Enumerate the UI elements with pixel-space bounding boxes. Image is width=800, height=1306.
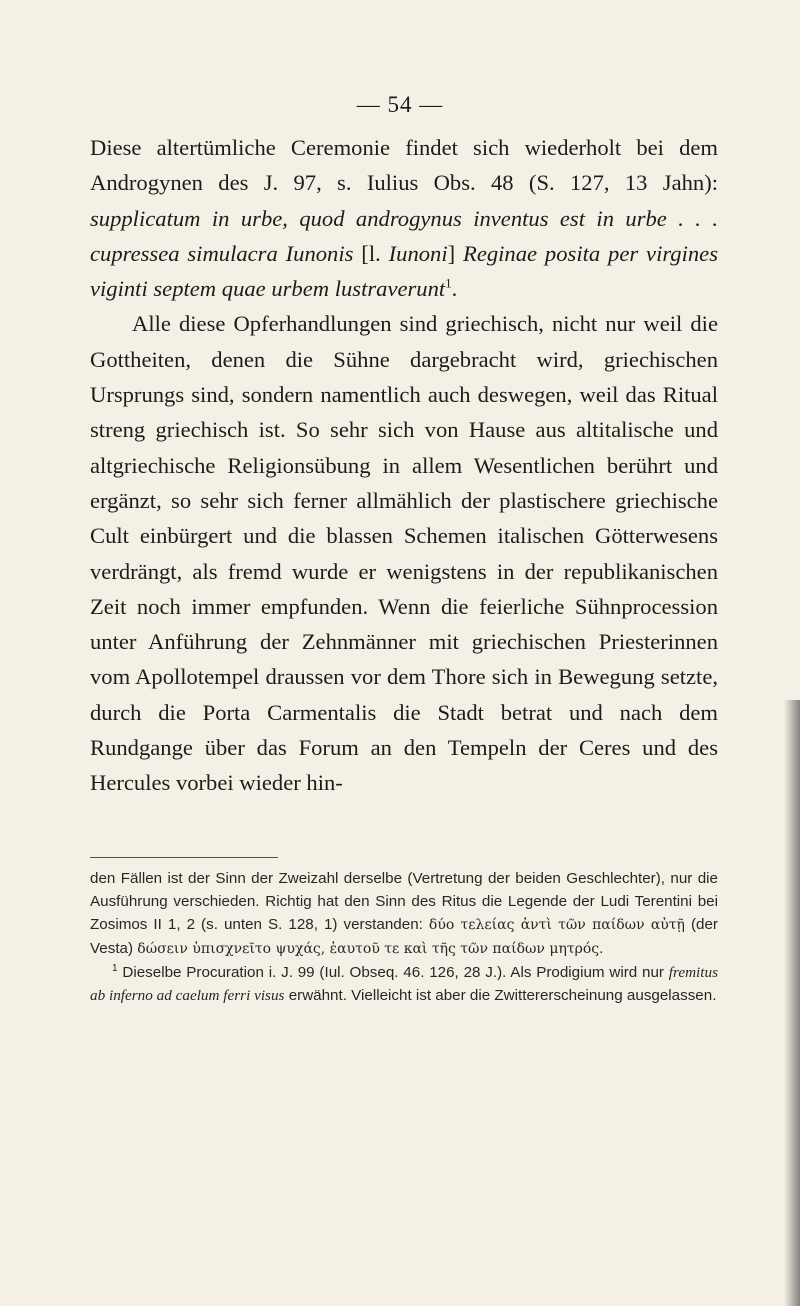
footnote-continuation [90,867,718,961]
latin-correction: Iunoni [388,240,448,266]
main-text [90,130,718,801]
page-number: — 54 — [356,92,444,117]
paragraph-1 [90,130,718,306]
latin-quote: fremitus ab inferno ad caelum ferri visus [90,964,718,1004]
text-run: (der Vesta) [90,916,718,957]
text-run: [l. [353,240,389,266]
text-run: . [451,276,458,302]
footnote-reference[interactable]: 1 [445,275,452,291]
text-run: Dieselbe Procuration i. J. 99 (Iul. Obseq. 46. 126, 28 J.). Als Prodigium wird nur [117,964,669,981]
paragraph-2: Alle diese Opferhandlungen sind griechisch, nicht nur weil die Gottheiten, denen die Sühne dargebracht wird, griechischen Ursprungs sind, sondern namentlich auch deswegen, weil das Ritual streng griechisch ist. So sehr sich von Hause aus altitalische und altgriechische Religionsübung in allem Wesentlichen berührt und ergänzt, so sehr sich ferner allmählich der plastischere griechische Cult einbürgert und die blassen Schemen italischen Götterwesens verdrängt, als fremd wurde er wenigstens in der republikanischen Zeit noch immer empfunden. Wenn die feierliche Sühnprocession unter Anführung der Zehnmänner mit griechischen Priesterinnen vom Apollotempel draussen vor dem Thore sich in Bewegung setzte, durch die Porta Carmentalis die Stadt betrat und nach dem Rundgange über das Forum an den Tempeln der Ceres und des Hercules vorbei wieder hin- [90,311,718,796]
greek-quote: δώσειν ὑπισχνεῖτο ψυχάς, ἑαυτοῦ τε καὶ τῆς τῶν παίδων μητρός [137,941,600,957]
latin-quote: Reginae posita per virgines viginti septem quae urbem lustraverunt [90,240,718,302]
greek-quote: δύο τελείας ἀντὶ τῶν παίδων αὐτῇ [428,917,685,933]
footnote-marker: 1 [112,962,118,974]
text-run: ] [447,240,464,266]
page-edge-shadow [784,700,800,1306]
footnotes [90,867,718,1007]
text-run: . [599,940,604,957]
text-run: erwähnt. Vielleicht ist aber die Zwittererscheinung ausgelassen. [284,987,717,1004]
text-run: Diese altertümliche Ceremonie findet sich wiederholt bei dem Androgynen des J. 97, s. Iulius Obs. 48 (S. 127, 13 Jahn): [90,135,718,196]
footnote-divider [90,857,278,858]
text-run: den Fällen ist der Sinn der Zweizahl derselbe (Vertretung der beiden Geschlechter), nur die Ausführung verschieden. Richtig hat den Sinn des Ritus die Legende der Ludi Terentini bei Zosimos II 1, 2 (s. unten S. 128, 1) verstanden: [90,870,718,933]
footnote-1 [90,961,718,1007]
latin-quote: supplicatum in urbe, quod androgynus inventus est in urbe . . . cupressea simulacra Iunonis [90,205,718,266]
